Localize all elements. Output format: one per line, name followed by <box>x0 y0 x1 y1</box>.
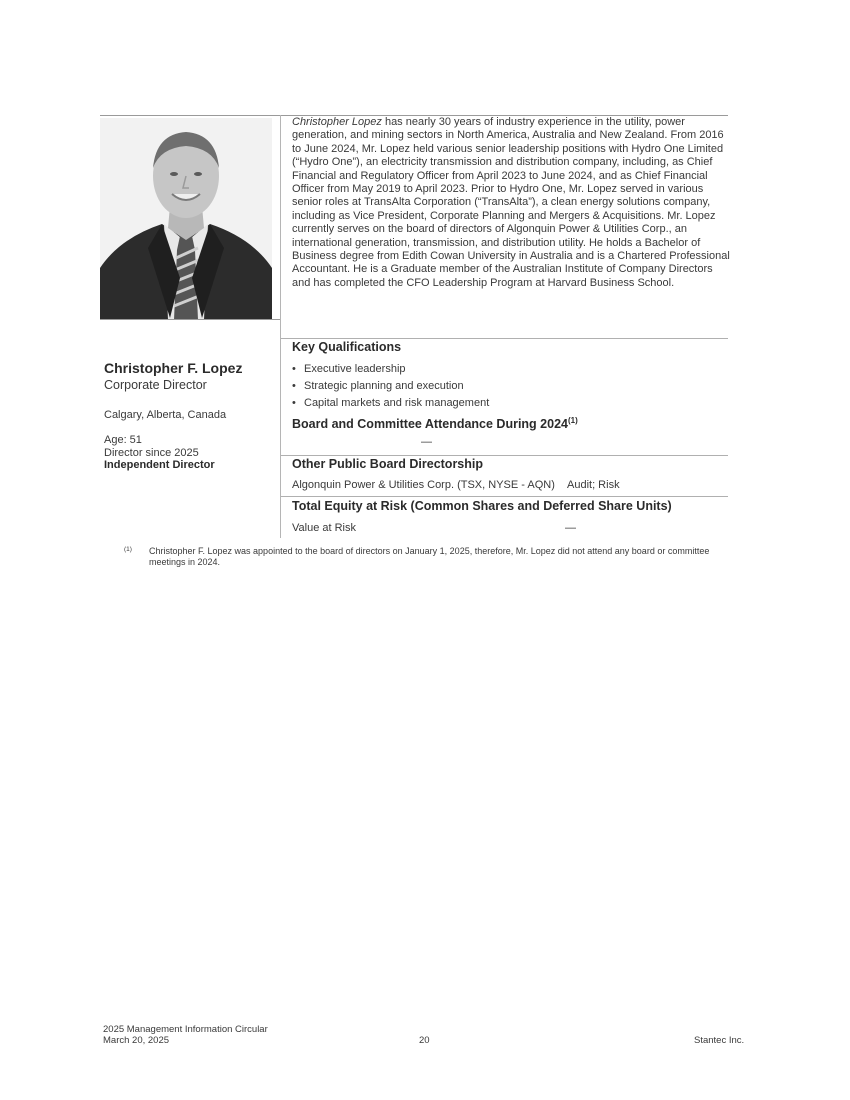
director-age: Age: 51 <box>104 434 142 446</box>
attendance-heading-text: Board and Committee Attendance During 2024 <box>292 417 568 432</box>
qualifications-list <box>292 361 489 412</box>
director-name: Christopher F. Lopez <box>104 360 243 376</box>
director-photo <box>100 118 272 320</box>
key-qualifications-heading: Key Qualifications <box>292 340 402 354</box>
value-at-risk-label: Value at Risk <box>292 522 356 534</box>
director-profile <box>104 360 274 472</box>
attendance-heading <box>292 416 578 431</box>
director-biography <box>292 116 732 290</box>
director-location: Calgary, Alberta, Canada <box>104 409 227 421</box>
public-board-committees: Audit; Risk <box>567 479 620 491</box>
footnote <box>124 546 724 568</box>
list-item: • Capital markets and risk management <box>292 395 489 412</box>
section-divider <box>281 496 728 497</box>
page-number: 20 <box>419 1035 430 1046</box>
list-item: • Executive leadership <box>292 361 489 378</box>
footer-date: March 20, 2025 <box>103 1035 170 1046</box>
value-at-risk-value: — <box>565 522 576 534</box>
public-board-company: Algonquin Power & Utilities Corp. (TSX, NYSE - AQN) <box>292 479 555 491</box>
footer-left <box>103 1024 268 1046</box>
bio-lead-name: Christopher Lopez <box>292 116 382 128</box>
list-item: • Strategic planning and execution <box>292 378 489 395</box>
column-divider <box>280 115 281 538</box>
director-role: Corporate Director <box>104 378 207 392</box>
attendance-value: — <box>421 436 432 448</box>
equity-at-risk-heading: Total Equity at Risk (Common Shares and Deferred Share Units) <box>292 499 672 513</box>
footer-company: Stantec Inc. <box>694 1035 745 1046</box>
footer-document-title: 2025 Management Information Circular <box>103 1024 268 1035</box>
footnote-marker: (1) <box>124 546 132 553</box>
footnote-reference: (1) <box>567 416 578 425</box>
public-boards-heading: Other Public Board Directorship <box>292 457 484 471</box>
bio-text: has nearly 30 years of industry experience in the utility, power generation, and mining sectors in North America, Australia and New Zealand. From 2016 to June 2024, Mr. Lopez held various senior leadership positions with Hydro One Limited (“Hydro One”), an electricity transmission and distribution company, including, as Chief Financial and Regulatory Officer from April 2023 to June 2024, and as Chief Financial Officer from May 2019 to April 2023. Prior to Hydro One, Mr. Lopez served in various senior roles at TransAlta Corporation (“TransAlta”), a clean energy solutions company, including as Vice President, Corporate Planning and Mergers & Acquisitions. Mr. Lopez currently serves on the board of directors of Algonquin Power & Utilities Corp., an international generation, transmission, and distribution utility. He holds a Bachelor of Business degree from Edith Cowan University in Australia and is a Chartered Professional Accountant. He is a Graduate member of the Australian Institute of Company Directors and has completed the CFO Leadership Program at Harvard Business School. <box>292 116 730 289</box>
section-divider <box>281 338 728 339</box>
director-status: Independent Director <box>104 459 215 471</box>
footnote-text: Christopher F. Lopez was appointed to the board of directors on January 1, 2025, therefore, Mr. Lopez did not attend any board or committee meetings in 2024. <box>149 546 710 567</box>
section-divider <box>281 455 728 456</box>
director-since: Director since 2025 <box>104 446 199 459</box>
photo-underline <box>100 319 280 320</box>
